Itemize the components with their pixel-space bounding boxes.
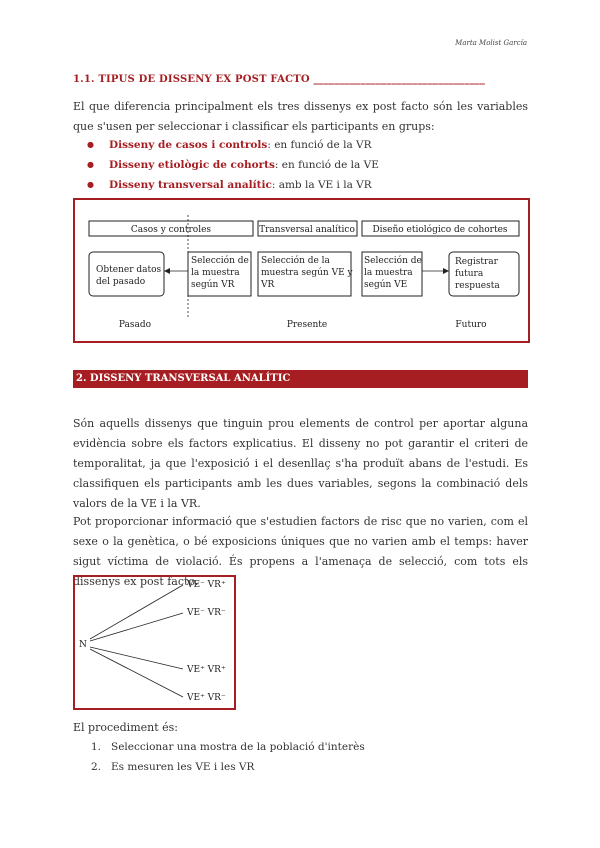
timeline-future: Futuro [455, 320, 487, 330]
box-text: según VE [364, 280, 408, 290]
section-heading-2: 2. DISSENY TRANSVERSAL ANALÍTIC [73, 370, 528, 388]
branch-label: VE⁻ VR⁺ [187, 580, 226, 590]
branch-label: VE⁻ VR⁻ [187, 608, 226, 618]
list-item: ● Disseny etiològic de cohorts: en funció de la VE [87, 155, 379, 175]
branch-diagram-figure [73, 575, 236, 710]
box-text: respuesta [455, 281, 500, 291]
paragraph-definition: Són aquells dissenys que tinguin prou elements de control per aportar alguna evidència sobre els factors explicatius. El disseny no pot garantir el criteri de temporalitat, ja que l'exposició i el desenllaç s'ha produït abans de l'estudi. Es classifiquen els participants amb les dues variables, segons la combinació dels valors de la VE i la VR. [73, 417, 528, 510]
design-diagram [75, 200, 528, 341]
intro-paragraph: El que diferencia principalment els tres dissenys ex post facto són les variables que s'usen per seleccionar i classificar els participants en grups: [73, 100, 528, 133]
branch-line [90, 647, 183, 669]
timeline-past: Pasado [118, 320, 152, 330]
box-text: la muestra [191, 268, 240, 278]
arrow-head [164, 268, 170, 274]
header-transversal: Transversal analítico [259, 225, 355, 235]
branch-label: VE⁺ VR⁻ [187, 693, 226, 703]
box-text: Selección de la [261, 256, 330, 266]
root-label: N [79, 640, 87, 650]
author-name: Marta Molist García [455, 39, 527, 47]
box-text: Selección de [364, 256, 422, 266]
box-text: Selección de [191, 256, 249, 266]
paragraph-risk-factors: Pot proporcionar informació que s'estudien factors de risc que no varien, com el sexe o la genètica, o bé exposicions úniques que no varien amb el temps: haver sigut víctima de violació. És propens a l'amenaça de selecció, com tots els dissenys ex post facto. [73, 515, 528, 588]
header-casos-controles: Casos y controles [130, 225, 212, 235]
procedure-title: El procediment és: [73, 721, 178, 734]
branch-line [90, 649, 183, 697]
branch-line [90, 613, 183, 641]
design-types-list [87, 135, 379, 195]
box-text: VR [261, 280, 275, 290]
list-item: 1. Seleccionar una mostra de la població d'interès [91, 741, 365, 753]
box-text: la muestra [364, 268, 413, 278]
list-item: 2. Es mesuren les VE i les VR [91, 761, 255, 773]
list-item: ● Disseny transversal analític: amb la VE i la VR [87, 175, 379, 195]
header-cohortes: Diseño etiológico de cohortes [372, 225, 508, 235]
box-text: Registrar [455, 257, 498, 267]
procedure-steps [91, 737, 365, 777]
timeline-present: Presente [286, 320, 328, 330]
list-item: ● Disseny de casos i controls: en funció de la VR [87, 135, 379, 155]
box-text: futura [455, 269, 484, 279]
branch-label: VE⁺ VR⁺ [187, 665, 226, 675]
box-text: muestra según VE y [261, 268, 353, 278]
branch-line [90, 585, 183, 639]
section-heading-1: 1.1. TIPUS DE DISSENY EX POST FACTO _________________________________ [73, 74, 486, 85]
design-types-figure [73, 198, 530, 343]
box-text: del pasado [96, 277, 146, 287]
branch-diagram [75, 577, 234, 708]
box-text: Obtener datos [96, 265, 162, 275]
arrow-head [443, 268, 449, 274]
box-text: según VR [191, 280, 235, 290]
